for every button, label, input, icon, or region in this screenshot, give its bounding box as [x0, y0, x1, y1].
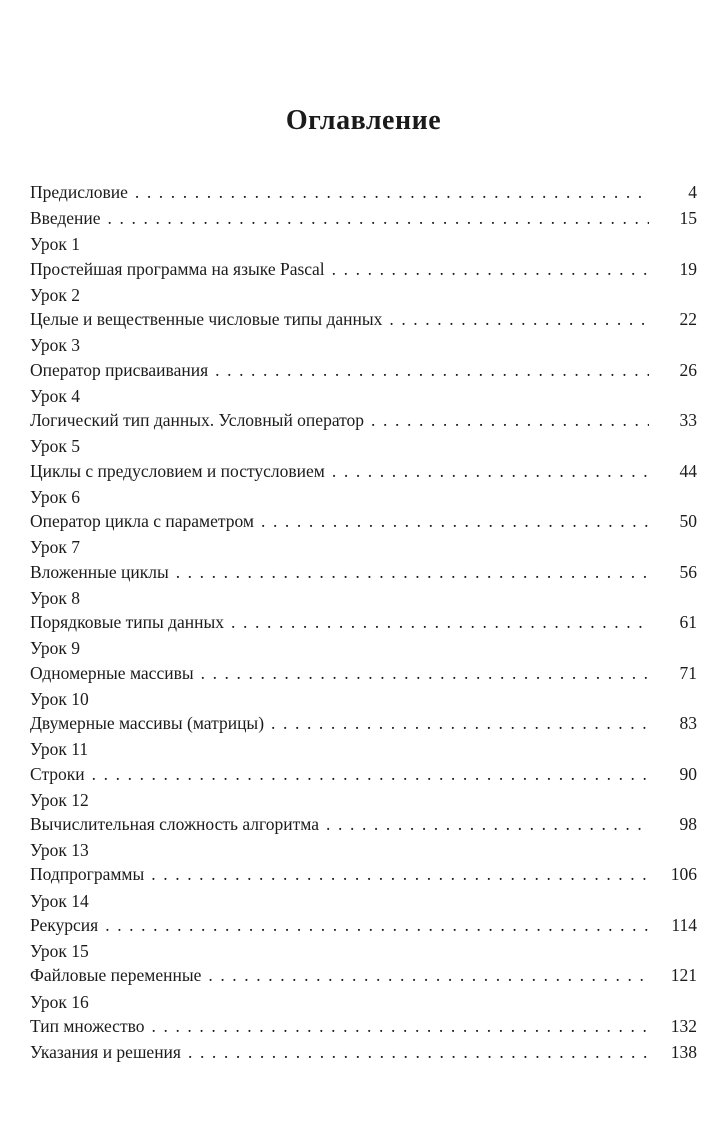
- toc-lesson-label: Урок 6: [30, 486, 80, 507]
- dot-leader: [201, 661, 649, 685]
- toc-line: [30, 862, 697, 886]
- toc-line: [30, 459, 697, 483]
- dot-leader: [108, 206, 649, 230]
- toc-line: [30, 206, 697, 230]
- toc-lesson-label: Урок 13: [30, 840, 89, 861]
- toc-entry: [30, 535, 697, 584]
- toc-page-number: 132: [670, 1015, 697, 1036]
- toc-entry-title: Простейшая программа на языке Pascal: [30, 258, 325, 279]
- toc-entry-title: Подпрограммы: [30, 864, 145, 885]
- toc-entry: [30, 889, 697, 938]
- toc-line: [30, 257, 697, 281]
- toc-line: [30, 812, 697, 836]
- dot-leader: [326, 812, 649, 836]
- toc-entry-title: Порядковые типы данных: [30, 612, 225, 633]
- toc-entry-title: Оператор цикла с параметром: [30, 511, 254, 532]
- toc-lesson-label: Урок 14: [30, 890, 89, 911]
- toc-entry: [30, 384, 697, 433]
- toc-page-number: 90: [679, 763, 697, 784]
- toc-line: [30, 711, 697, 735]
- toc-entry-title: Тип множество: [30, 1015, 145, 1036]
- toc-entry: [30, 1040, 697, 1064]
- toc-lesson-label: Урок 1: [30, 234, 80, 255]
- dot-leader: [105, 913, 649, 937]
- toc-lesson-label: Урок 3: [30, 335, 80, 356]
- dot-leader: [176, 560, 649, 584]
- page-title: Оглавление: [285, 105, 442, 136]
- toc-lesson-label: Урок 15: [30, 941, 89, 962]
- toc-entry-title: Строки: [30, 763, 85, 784]
- toc-line: [30, 913, 697, 937]
- toc-entry: [30, 788, 697, 837]
- toc-line: [30, 307, 697, 331]
- toc-page-number: 4: [688, 182, 697, 202]
- toc-lesson-label: Урок 4: [30, 385, 80, 406]
- toc-entry: [30, 636, 697, 685]
- dot-leader: [371, 408, 649, 432]
- toc-page-number: 83: [679, 713, 697, 734]
- toc-entry: [30, 434, 697, 483]
- toc-entry-title: Одномерные массивы: [30, 662, 194, 683]
- dot-leader: [261, 509, 649, 533]
- toc-entry: [30, 737, 697, 786]
- dot-leader: [151, 862, 649, 886]
- toc-line: [30, 963, 697, 987]
- toc-entry-title: Циклы с предусловием и постусловием: [30, 460, 325, 481]
- toc-page-number: 106: [670, 864, 697, 885]
- toc-line: [30, 610, 697, 634]
- dot-leader: [271, 711, 649, 735]
- toc-page-number: 44: [679, 460, 697, 481]
- toc-page-number: 19: [679, 258, 697, 279]
- toc-entry-title: Файловые переменные: [30, 965, 202, 986]
- dot-leader: [208, 963, 649, 987]
- dot-leader: [231, 610, 649, 634]
- toc-entry: [30, 586, 697, 635]
- toc-line: [30, 762, 697, 786]
- toc-entry: [30, 232, 697, 281]
- toc-entry: [30, 485, 697, 534]
- toc-entry-title: Двумерные массивы (матрицы): [30, 713, 265, 734]
- toc-lesson-label: Урок 5: [30, 436, 80, 457]
- toc-lesson-label: Урок 8: [30, 587, 80, 608]
- toc-lesson-label: Урок 2: [30, 284, 80, 305]
- toc-page-number: 15: [679, 208, 697, 229]
- toc-lesson-label: Урок 16: [30, 991, 89, 1012]
- toc-entry-title: Рекурсия: [30, 914, 99, 935]
- toc-line: [30, 1040, 697, 1064]
- toc-line: [30, 358, 697, 382]
- dot-leader: [332, 459, 649, 483]
- dot-leader: [215, 358, 649, 382]
- toc-line: [30, 661, 697, 685]
- toc-line: [30, 1014, 697, 1038]
- toc-page-number: 26: [679, 359, 697, 380]
- dot-leader: [332, 257, 649, 281]
- toc-lesson-label: Урок 10: [30, 688, 89, 709]
- toc-entry: [30, 687, 697, 736]
- dot-leader: [135, 180, 649, 204]
- toc-page-number: 71: [679, 662, 697, 683]
- toc-line: [30, 180, 697, 204]
- toc-entry-title: Оператор присваивания: [30, 359, 209, 380]
- toc-page-number: 138: [670, 1042, 697, 1063]
- toc-lesson-label: Урок 12: [30, 789, 89, 810]
- toc-line: [30, 408, 697, 432]
- toc-entry-title: Введение: [30, 208, 101, 229]
- toc-page-number: 98: [679, 814, 697, 834]
- toc-page-number: 50: [679, 511, 697, 532]
- toc-line: [30, 560, 697, 584]
- toc-list: [0, 180, 727, 1064]
- dot-leader: [188, 1040, 649, 1064]
- toc-page-number: 22: [679, 309, 697, 330]
- toc-page-number: 33: [679, 410, 697, 431]
- dot-leader: [389, 307, 649, 331]
- toc-entry-title: Целые и вещественные числовые типы данных: [30, 309, 383, 330]
- toc-entry: [30, 333, 697, 382]
- toc-lesson-label: Урок 9: [30, 638, 80, 659]
- toc-entry: [30, 283, 697, 332]
- toc-entry-title: Предисловие: [30, 182, 128, 202]
- dot-leader: [92, 762, 649, 786]
- toc-entry: [30, 990, 697, 1039]
- toc-entry: [30, 180, 697, 204]
- toc-page-number: 56: [679, 561, 697, 582]
- toc-line: [30, 509, 697, 533]
- toc-entry: [30, 206, 697, 230]
- toc-entry: [30, 939, 697, 988]
- toc-page-number: 121: [670, 965, 697, 986]
- toc-entry: [30, 838, 697, 887]
- toc-lesson-label: Урок 7: [30, 537, 80, 558]
- toc-page-number: 61: [679, 612, 697, 633]
- toc-lesson-label: Урок 11: [30, 739, 89, 760]
- toc-entry-title: Логический тип данных. Условный оператор: [30, 410, 365, 431]
- toc-entry-title: Вложенные циклы: [30, 561, 169, 582]
- toc-entry-title: Указания и решения: [30, 1042, 181, 1063]
- dot-leader: [152, 1014, 650, 1038]
- toc-entry-title: Вычислительная сложность алгоритма: [30, 814, 320, 834]
- toc-page-number: 114: [671, 914, 697, 935]
